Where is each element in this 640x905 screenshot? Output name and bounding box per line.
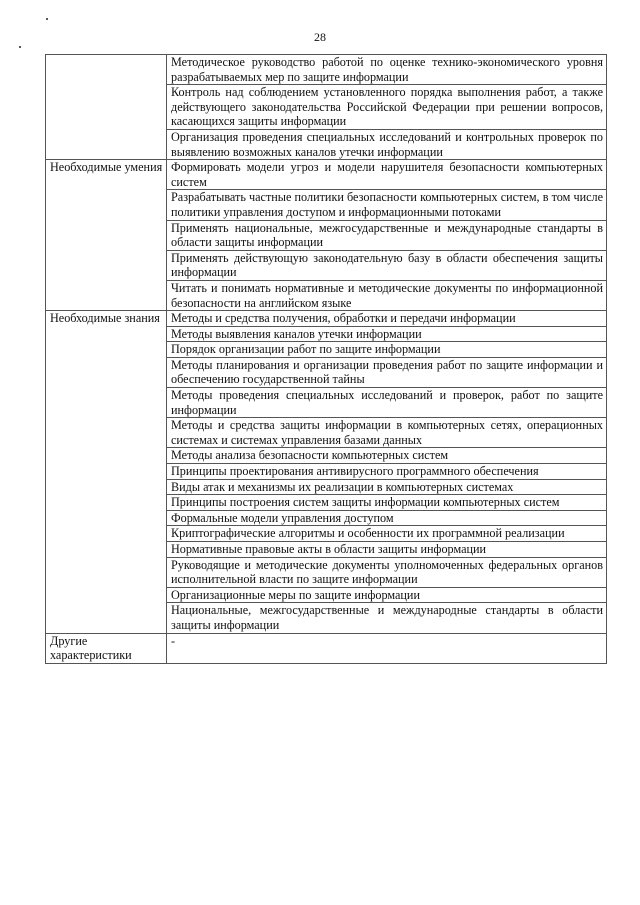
row-item: Организационные меры по защите информации [167,587,607,603]
row-item: Читать и понимать нормативные и методические документы по информационной безопасности на английском языке [167,280,607,310]
row-item: Принципы проектирования антивирусного программного обеспечения [167,464,607,480]
row-item: Разрабатывать частные политики безопасности компьютерных систем, в том числе политики управления доступом и информационными потоками [167,190,607,220]
row-item: - [167,633,607,663]
row-item: Методы проведения специальных исследований и проверок, работ по защите информации [167,388,607,418]
row-label [46,55,167,160]
row-item: Виды атак и механизмы их реализации в компьютерных системах [167,479,607,495]
page-number: 28 [314,30,326,44]
row-item: Организация проведения специальных исследований и контрольных проверок по выявлению возможных каналов утечки информации [167,129,607,159]
row-item: Методы выявления каналов утечки информации [167,326,607,342]
row-item: Методы и средства защиты информации в компьютерных сетях, операционных системах и системах управления базами данных [167,418,607,448]
row-label: Необходимые умения [46,160,167,311]
row-item: Формальные модели управления доступом [167,510,607,526]
table-row [46,160,607,190]
row-item: Руководящие и методические документы уполномоченных федеральных органов исполнительной власти по защите информации [167,557,607,587]
row-item: Порядок организации работ по защите информации [167,342,607,358]
scan-dot-left [19,46,21,48]
scan-dot-top [46,18,48,20]
row-item: Применять национальные, межгосударственные и международные стандарты в области защиты информации [167,220,607,250]
row-item: Методы и средства получения, обработки и передачи информации [167,311,607,327]
row-item: Криптографические алгоритмы и особенности их программной реализации [167,526,607,542]
row-item: Методы анализа безопасности компьютерных систем [167,448,607,464]
row-item: Применять действующую законодательную базу в области обеспечения защиты информации [167,250,607,280]
table-row [46,633,607,663]
table-row [46,311,607,327]
row-item: Формировать модели угроз и модели нарушителя безопасности компьютерных систем [167,160,607,190]
row-item: Методы планирования и организации проведения работ по защите информации и обеспечению государственной тайны [167,357,607,387]
row-label: Другие характеристики [46,633,167,663]
row-item: Национальные, межгосударственные и международные стандарты в области защиты информации [167,603,607,633]
row-item: Принципы построения систем защиты информации компьютерных систем [167,495,607,511]
row-item: Методическое руководство работой по оценке технико-экономического уровня разрабатываемых мер по защите информации [167,55,607,85]
row-item: Контроль над соблюдением установленного порядка выполнения работ, а также действующего законодательства Российской Федерации при решении вопросов, касающихся защиты информации [167,85,607,130]
qualification-table [45,54,607,664]
table-body [46,55,607,664]
row-label: Необходимые знания [46,311,167,633]
row-item: Нормативные правовые акты в области защиты информации [167,542,607,558]
table-row [46,55,607,85]
